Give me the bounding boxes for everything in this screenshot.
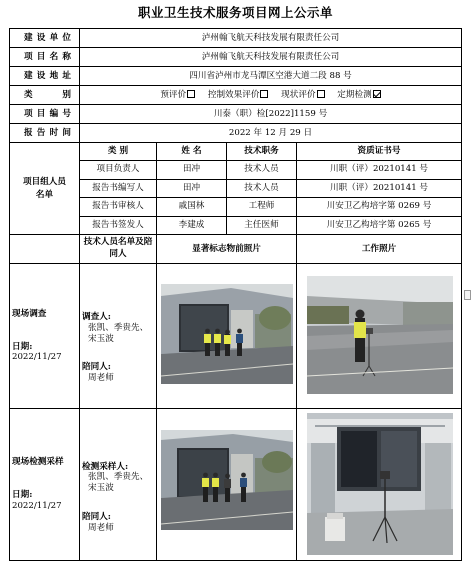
unit-value: 泸州翰飞航天科技发展有限责任公司 <box>80 29 462 48</box>
survey-name: 现场调查 <box>12 308 47 319</box>
unit-label: 建设单位 <box>10 29 80 48</box>
member-title: 技术人员 <box>227 161 297 180</box>
survey-work-photo-cell <box>297 264 462 409</box>
sampling-staff-cell <box>80 409 157 561</box>
member-name: 李建成 <box>157 216 227 235</box>
header-work-photo: 工作照片 <box>297 235 462 264</box>
member-name: 田冲 <box>157 161 227 180</box>
member-cert: 川安卫乙构培字第 0265 号 <box>297 216 462 235</box>
survey-escort: 周老师 <box>88 373 114 384</box>
photo-header-empty <box>10 235 80 264</box>
checkbox-pre-evaluation[interactable] <box>187 90 195 98</box>
address-value: 四川省泸州市龙马潭区空港大道二段 88 号 <box>80 67 462 86</box>
address-label: 建设地址 <box>10 67 80 86</box>
header-staff: 技术人员名单及陪同人 <box>80 235 157 264</box>
member-cert: 川职（评）20210141 号 <box>297 161 462 180</box>
number-label: 项目编号 <box>10 105 80 124</box>
date-value: 2022 年 12 月 29 日 <box>80 124 462 143</box>
survey-landmark-photo-cell <box>157 264 297 409</box>
row-date <box>10 124 462 143</box>
project-value: 泸州翰飞航天科技发展有限责任公司 <box>80 48 462 67</box>
section-survey <box>10 264 462 409</box>
checkbox-status-evaluation[interactable] <box>317 90 325 98</box>
header-landmark-photo: 显著标志物前照片 <box>157 235 297 264</box>
member-cert: 川职（评）20210141 号 <box>297 179 462 198</box>
team-header-row <box>10 143 462 161</box>
publicity-table <box>9 28 462 561</box>
sampling-escort-label: 陪同人: <box>82 511 111 522</box>
row-unit <box>10 29 462 48</box>
member-cert: 川安卫乙构培字第 0269 号 <box>297 198 462 217</box>
survey-staff: 张凯、季贵先、宋玉波 <box>88 322 149 344</box>
member-role: 报告书审核人 <box>80 198 157 217</box>
checkbox-periodic-testing[interactable] <box>373 90 381 98</box>
option-control-evaluation: 控制效果评价 <box>208 90 269 101</box>
option-pre-evaluation: 预评价 <box>160 90 195 101</box>
row-project <box>10 48 462 67</box>
header-cert: 资质证书号 <box>297 143 462 161</box>
row-number <box>10 105 462 124</box>
sampling-date: 2022/11/27 <box>12 500 62 511</box>
survey-landmark-photo <box>161 284 293 384</box>
photo-header-row <box>10 235 462 264</box>
category-options <box>80 86 462 105</box>
number-value: 川泰（职）检[2022]1159 号 <box>80 105 462 124</box>
survey-work-photo <box>307 276 453 394</box>
sampling-landmark-photo <box>161 430 293 530</box>
member-name: 戚国林 <box>157 198 227 217</box>
survey-staff-cell <box>80 264 157 409</box>
survey-label <box>10 264 80 409</box>
scroll-handle[interactable] <box>464 290 471 300</box>
sampling-work-photo-cell <box>297 409 462 561</box>
sampling-label <box>10 409 80 561</box>
category-label: 类 别 <box>10 86 80 105</box>
member-title: 主任医师 <box>227 216 297 235</box>
member-role: 项目负责人 <box>80 161 157 180</box>
project-label: 项目名称 <box>10 48 80 67</box>
header-name: 姓 名 <box>157 143 227 161</box>
member-role: 报告书签发人 <box>80 216 157 235</box>
date-label: 报告时间 <box>10 124 80 143</box>
member-title: 技术人员 <box>227 179 297 198</box>
member-role: 报告书编写人 <box>80 179 157 198</box>
sampling-escort: 周老师 <box>88 522 114 533</box>
survey-escort-label: 陪同人: <box>82 362 111 373</box>
sampling-staff-label: 检测采样人: <box>82 461 129 472</box>
option-status-evaluation: 现状评价 <box>281 90 324 101</box>
survey-date-label: 日期: <box>12 341 33 352</box>
member-title: 工程师 <box>227 198 297 217</box>
header-title: 技术职务 <box>227 143 297 161</box>
row-category <box>10 86 462 105</box>
survey-date: 2022/11/27 <box>12 352 62 363</box>
sampling-work-photo <box>307 413 453 555</box>
document-title: 职业卫生技术服务项目网上公示单 <box>137 5 333 20</box>
checkbox-control-evaluation[interactable] <box>260 90 268 98</box>
team-group-label: 项目组人员名单 <box>10 143 80 235</box>
sampling-landmark-photo-cell <box>157 409 297 561</box>
sampling-staff: 张凯、季贵先、宋玉波 <box>88 472 149 494</box>
sampling-name: 现场检测采样 <box>12 457 64 468</box>
sampling-date-label: 日期: <box>12 490 33 501</box>
header-category: 类 别 <box>80 143 157 161</box>
section-sampling <box>10 409 462 561</box>
option-periodic-testing: 定期检测 <box>337 90 380 101</box>
member-name: 田冲 <box>157 179 227 198</box>
row-address <box>10 67 462 86</box>
survey-staff-label: 调查人: <box>82 312 111 323</box>
